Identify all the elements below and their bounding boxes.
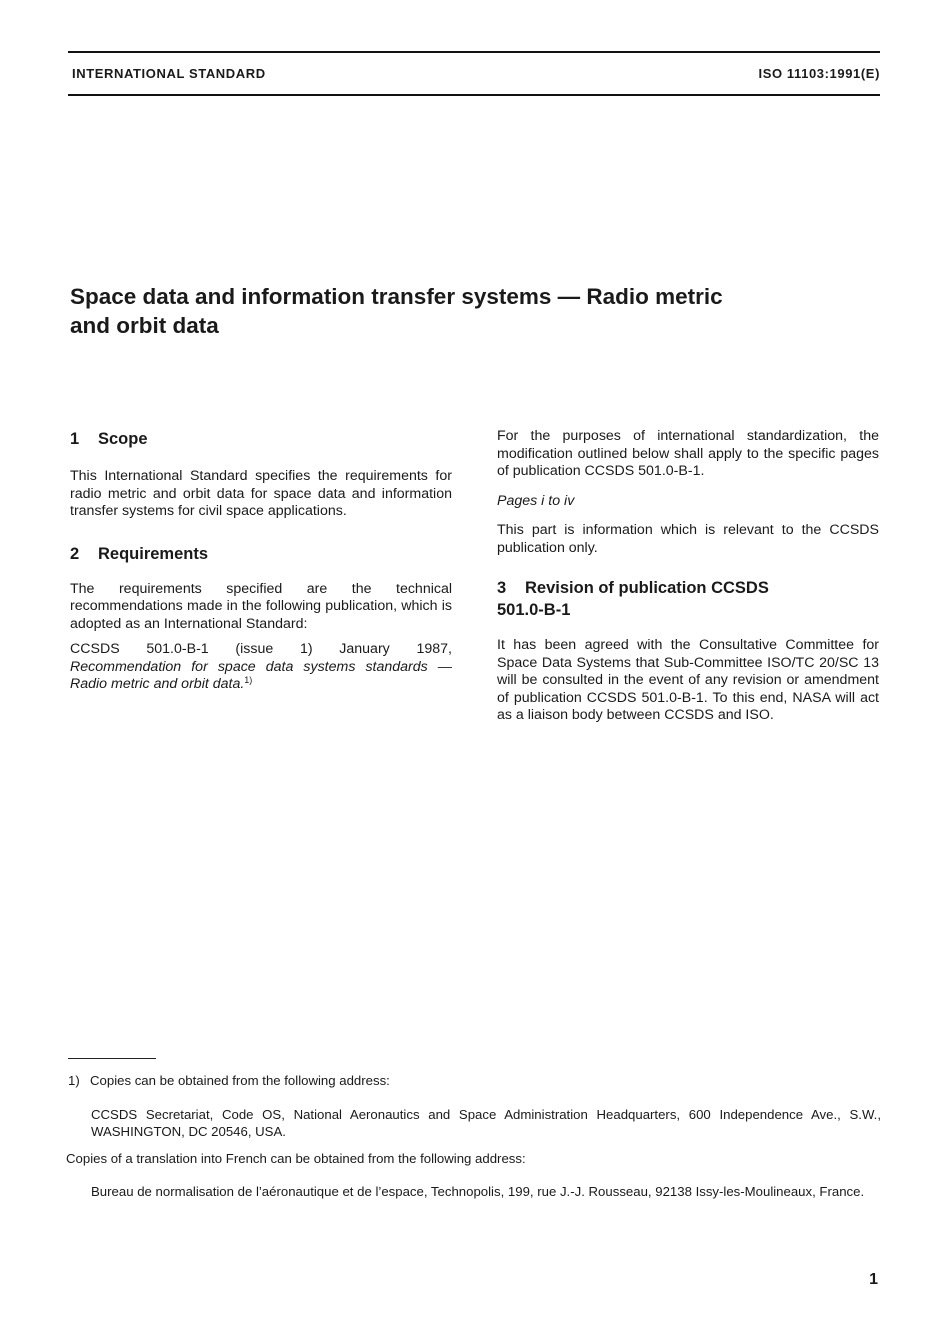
header-rule-bottom bbox=[68, 94, 880, 96]
footnote-french-intro: Copies of a translation into French can be obtained from the following address: bbox=[66, 1151, 526, 1166]
footnote-1 bbox=[68, 1073, 390, 1090]
footnote-number: 1) bbox=[68, 1073, 80, 1088]
section-number: 2 bbox=[70, 544, 80, 563]
pages-label: Pages i to iv bbox=[497, 492, 575, 509]
footnote-intro: Copies can be obtained from the following address: bbox=[90, 1073, 390, 1088]
section-number: 3 bbox=[497, 579, 507, 597]
header-standard-type: INTERNATIONAL STANDARD bbox=[72, 66, 266, 81]
section-requirements-heading bbox=[70, 543, 452, 565]
section-scope-heading bbox=[70, 428, 452, 450]
section-title-line-2: 501.0-B-1 bbox=[497, 601, 571, 619]
left-column bbox=[70, 428, 452, 694]
section-title: Scope bbox=[98, 430, 148, 448]
section-title: Requirements bbox=[98, 544, 209, 563]
footnote-address-ccsds: CCSDS Secretariat, Code OS, National Aeronautics and Space Administration Headquarters, 600 Independence Ave., S.W., WASHINGTON, DC 20546, USA. bbox=[91, 1107, 881, 1139]
footnote-marker: 1) bbox=[244, 675, 253, 685]
title-line-2: and orbit data bbox=[70, 313, 219, 338]
section-number: 1 bbox=[70, 430, 80, 448]
reference-plain: CCSDS 501.0-B-1 (issue 1) January 1987, bbox=[70, 641, 452, 657]
page-number: 1 bbox=[869, 1271, 878, 1288]
footnote-address-bnae: Bureau de normalisation de l’aéronautique et de l’espace, Technopolis, 199, rue J.-J. Rousseau, 92138 Issy-les-Moulineaux, France. bbox=[91, 1184, 865, 1199]
section-title: Revision of publication CCSDS bbox=[525, 579, 769, 597]
purpose-paragraph: For the purposes of international standardization, the modification outlined below shall apply to the specific pages of publication CCSDS 501.0-B-1. bbox=[497, 428, 879, 479]
header-standard-number: ISO 11103:1991(E) bbox=[758, 66, 880, 81]
scope-paragraph: This International Standard specifies the requirements for radio metric and orbit data for space data and information transfer systems for civil space applications. bbox=[70, 468, 452, 519]
requirements-paragraph: The requirements specified are the technical recommendations made in the following publication, which is adopted as an International Standard: bbox=[70, 580, 452, 632]
section-revision-heading bbox=[497, 577, 879, 621]
revision-paragraph: It has been agreed with the Consultative Committee for Space Data Systems that Sub-Committee ISO/TC 20/SC 13 will be consulted in the event of any revision or amendment of publication CCSDS 501.0-B-1. To this end, NASA will act as a liaison body between CCSDS and ISO. bbox=[497, 637, 879, 723]
header-rule-top bbox=[68, 51, 880, 53]
document-title bbox=[70, 282, 850, 340]
pages-paragraph: This part is information which is relevant to the CCSDS publication only. bbox=[497, 522, 879, 556]
requirements-reference bbox=[70, 641, 452, 694]
reference-title: Recommendation for space data systems standards — Radio metric and orbit data. bbox=[70, 658, 452, 692]
footnote-separator bbox=[68, 1058, 156, 1059]
right-column bbox=[497, 428, 879, 725]
title-line-1: Space data and information transfer systems — Radio metric bbox=[70, 284, 723, 309]
